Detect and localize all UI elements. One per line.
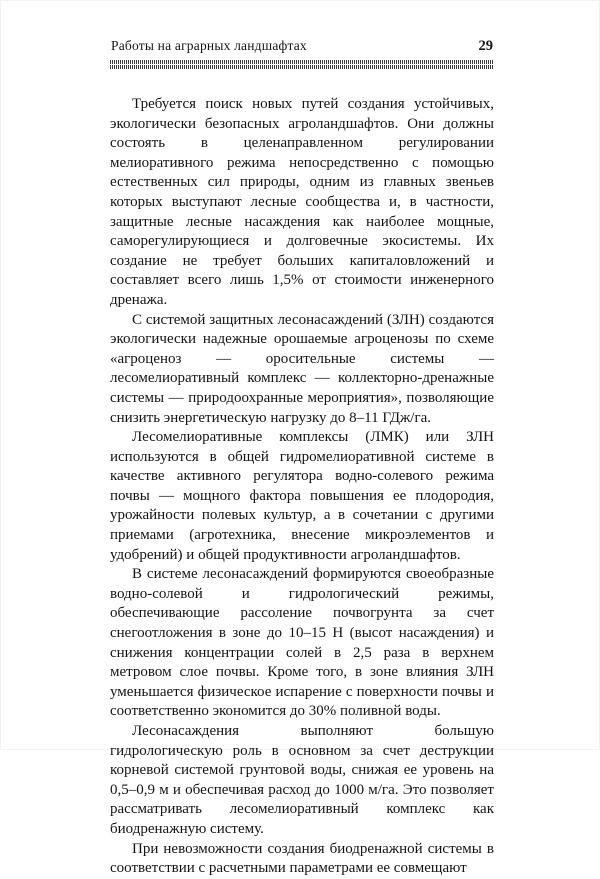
paragraph: При невозможности создания биодренажной системы в соответствии с расчетными параметрами ее совмещают: [110, 840, 494, 877]
body-text: [110, 95, 494, 879]
paragraph: С системой защитных лесонасаждений (ЗЛН) создаются экологически надежные орошаемые агроценозы по схеме «агроценоз — оросительные системы — лесомелиоративный комплекс — коллекторно-дренажные системы — природоохранные мероприятия», позволяющие снизить энергетическую нагрузку до 8–11 ГДж/га.: [110, 311, 494, 426]
paragraph: Лесонасаждения выполняют большую гидрологическую роль в основном за счет деструкции корневой системой грунтовой воды, снижая ее уровень на 0,5–0,9 м и обеспечивая расход до 1000 м/га. Это позволяет рассматривать лесомелиоративный комплекс как биодренажную систему.: [110, 723, 494, 837]
paragraph: Лесомелиоративные комплексы (ЛМК) или ЗЛН используются в общей гидромелиоративной системе в качестве активного регулятора водно-солевого режима почвы — мощного фактора повышения ее плодородия, урожайности полевых культур, а в сочетании с другими приемами (агротехника, внесение микроэлементов и удобрений) и общей продуктивности агроландшафтов.: [110, 429, 494, 563]
page-content: [110, 38, 494, 879]
paragraph: Требуется поиск новых путей создания устойчивых, экологически безопасных агроландшафтов. Они должны состоять в целенаправленном регулировании мелиоративного режима непосредственно с помощью естественных сил природы, одним из главных звеньев которых выступают лесные сообщества и, в частности, защитные лесные насаждения как наиболее мощные, саморегулирующиеся и долговечные экосистемы. Их создание не требует больших капиталовложений и составляет всего лишь 1,5% от стоимости инженерного дренажа.: [110, 96, 494, 308]
page-header: [110, 38, 494, 60]
page-number: 29: [478, 38, 493, 54]
paragraph: В системе лесонасаждений формируются своеобразные водно-солевой и гидрологический режимы, обеспечивающие рассоление почвогрунта за счет снегоотложения в зоне до 10–15 Н (высот насаждения) и снижения концентрации солей в 2,5 раза в верхнем метровом слое почвы. Кроме того, в зоне влияния ЗЛН уменьшается физическое испарение с поверхности почвы и соответственно экономится до 30% поливной воды.: [110, 566, 494, 720]
decorative-rule: [110, 60, 494, 69]
running-title: Работы на аграрных ландшафтах: [111, 38, 307, 53]
